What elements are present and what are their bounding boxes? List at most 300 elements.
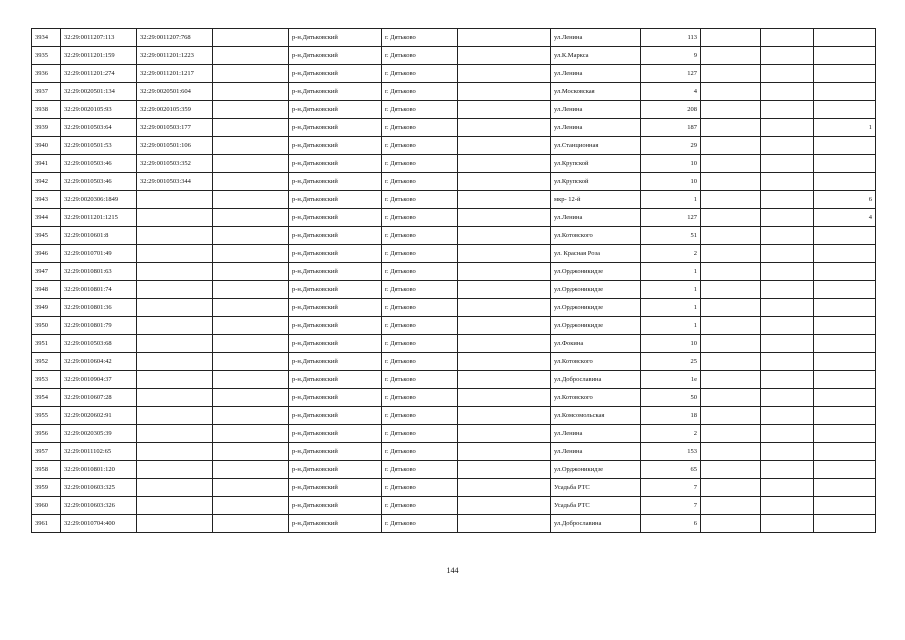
cell-blank <box>761 497 814 515</box>
cell-cadastral-number: 32:29:0020105:93 <box>61 101 137 119</box>
cell-parent-cadastral-number: 32:29:0020105:359 <box>137 101 213 119</box>
cell-city: г. Дятьково <box>382 245 458 263</box>
cell-apartment <box>814 389 876 407</box>
cell-blank <box>458 497 551 515</box>
cell-parent-cadastral-number <box>137 443 213 461</box>
cell-cadastral-number: 32:29:0010607:28 <box>61 389 137 407</box>
cell-record-number: 3937 <box>32 83 61 101</box>
cell-blank <box>213 353 289 371</box>
cell-street: ул.Фокина <box>551 335 641 353</box>
cell-blank <box>701 263 761 281</box>
cell-district: р-н.Дятьковский <box>289 227 382 245</box>
cell-parent-cadastral-number <box>137 191 213 209</box>
cell-blank <box>701 47 761 65</box>
cell-parent-cadastral-number <box>137 425 213 443</box>
cell-blank <box>213 299 289 317</box>
cell-record-number: 3955 <box>32 407 61 425</box>
table-row <box>32 245 876 263</box>
cell-blank <box>761 137 814 155</box>
cell-record-number: 3956 <box>32 425 61 443</box>
cell-city: г. Дятьково <box>382 119 458 137</box>
cell-parent-cadastral-number <box>137 353 213 371</box>
cell-blank <box>761 101 814 119</box>
cell-cadastral-number: 32:29:0010601:8 <box>61 227 137 245</box>
table-row <box>32 317 876 335</box>
cell-blank <box>701 497 761 515</box>
cell-cadastral-number: 32:29:0010503:46 <box>61 155 137 173</box>
cell-blank <box>761 371 814 389</box>
cell-parent-cadastral-number <box>137 317 213 335</box>
cell-city: г. Дятьково <box>382 443 458 461</box>
cell-cadastral-number: 32:29:0010801:74 <box>61 281 137 299</box>
cell-cadastral-number: 32:29:0011201:1215 <box>61 209 137 227</box>
table-row <box>32 479 876 497</box>
cell-blank <box>458 227 551 245</box>
cell-city: г. Дятьково <box>382 497 458 515</box>
table-row <box>32 263 876 281</box>
cell-blank <box>213 191 289 209</box>
cell-apartment <box>814 65 876 83</box>
table-row <box>32 461 876 479</box>
cell-apartment <box>814 317 876 335</box>
cell-apartment <box>814 425 876 443</box>
cell-cadastral-number: 32:29:0010603:325 <box>61 479 137 497</box>
cell-district: р-н.Дятьковский <box>289 101 382 119</box>
table-row <box>32 353 876 371</box>
cell-street: ул.Орджоникидзе <box>551 461 641 479</box>
cell-district: р-н.Дятьковский <box>289 47 382 65</box>
cell-apartment <box>814 299 876 317</box>
cell-blank <box>761 227 814 245</box>
cell-district: р-н.Дятьковский <box>289 173 382 191</box>
cell-blank <box>213 83 289 101</box>
cell-blank <box>701 461 761 479</box>
cell-street: ул.Крупской <box>551 155 641 173</box>
cell-city: г. Дятьково <box>382 299 458 317</box>
cell-blank <box>701 173 761 191</box>
cell-city: г. Дятьково <box>382 425 458 443</box>
cell-district: р-н.Дятьковский <box>289 461 382 479</box>
cell-house-number: 1 <box>641 281 701 299</box>
cell-blank <box>213 389 289 407</box>
cell-blank <box>458 425 551 443</box>
cell-parent-cadastral-number <box>137 461 213 479</box>
cell-blank <box>458 299 551 317</box>
cell-blank <box>458 83 551 101</box>
cell-blank <box>761 245 814 263</box>
cell-district: р-н.Дятьковский <box>289 191 382 209</box>
cell-street: ул.Московская <box>551 83 641 101</box>
cell-blank <box>701 407 761 425</box>
cell-district: р-н.Дятьковский <box>289 425 382 443</box>
cell-house-number: 187 <box>641 119 701 137</box>
cell-record-number: 3944 <box>32 209 61 227</box>
cell-record-number: 3938 <box>32 101 61 119</box>
cell-blank <box>761 263 814 281</box>
cell-cadastral-number: 32:29:0020602:91 <box>61 407 137 425</box>
table-row <box>32 407 876 425</box>
cell-street: ул.Ленина <box>551 119 641 137</box>
cell-district: р-н.Дятьковский <box>289 281 382 299</box>
cell-blank <box>701 209 761 227</box>
table-row <box>32 65 876 83</box>
table-row <box>32 209 876 227</box>
cell-house-number: 51 <box>641 227 701 245</box>
cell-blank <box>458 29 551 47</box>
cell-record-number: 3959 <box>32 479 61 497</box>
cell-blank <box>761 191 814 209</box>
cell-blank <box>458 209 551 227</box>
cell-parent-cadastral-number <box>137 227 213 245</box>
cell-parent-cadastral-number <box>137 479 213 497</box>
cell-house-number: 10 <box>641 155 701 173</box>
cell-district: р-н.Дятьковский <box>289 29 382 47</box>
cell-city: г. Дятьково <box>382 191 458 209</box>
cell-blank <box>458 407 551 425</box>
cell-house-number: 6 <box>641 515 701 533</box>
cell-parent-cadastral-number <box>137 299 213 317</box>
cell-blank <box>701 353 761 371</box>
cell-parent-cadastral-number: 32:29:0011201:1217 <box>137 65 213 83</box>
cell-record-number: 3935 <box>32 47 61 65</box>
cell-blank <box>213 245 289 263</box>
cell-street: Усадьба РТС <box>551 479 641 497</box>
cell-cadastral-number: 32:29:0010503:46 <box>61 173 137 191</box>
cell-parent-cadastral-number: 32:29:0011201:1223 <box>137 47 213 65</box>
cell-apartment <box>814 371 876 389</box>
cell-apartment <box>814 263 876 281</box>
cell-parent-cadastral-number <box>137 209 213 227</box>
cell-house-number: 2 <box>641 245 701 263</box>
table-row <box>32 299 876 317</box>
cell-blank <box>458 137 551 155</box>
cell-blank <box>701 83 761 101</box>
cell-blank <box>761 29 814 47</box>
cell-cadastral-number: 32:29:0011102:65 <box>61 443 137 461</box>
cell-blank <box>213 461 289 479</box>
cell-apartment <box>814 479 876 497</box>
cell-blank <box>761 47 814 65</box>
cell-blank <box>761 299 814 317</box>
cell-cadastral-number: 32:29:0010801:63 <box>61 263 137 281</box>
cell-blank <box>761 443 814 461</box>
cell-record-number: 3961 <box>32 515 61 533</box>
cell-district: р-н.Дятьковский <box>289 497 382 515</box>
cell-blank <box>761 155 814 173</box>
table-row <box>32 335 876 353</box>
cell-street: мкр- 12-й <box>551 191 641 209</box>
cell-city: г. Дятьково <box>382 371 458 389</box>
cell-street: ул.Ленина <box>551 209 641 227</box>
cell-city: г. Дятьково <box>382 101 458 119</box>
cell-blank <box>458 443 551 461</box>
cell-district: р-н.Дятьковский <box>289 83 382 101</box>
cell-parent-cadastral-number: 32:29:0020501:604 <box>137 83 213 101</box>
cell-district: р-н.Дятьковский <box>289 353 382 371</box>
cell-blank <box>701 191 761 209</box>
cell-blank <box>213 155 289 173</box>
cell-blank <box>213 119 289 137</box>
cell-cadastral-number: 32:29:0010801:36 <box>61 299 137 317</box>
cell-record-number: 3953 <box>32 371 61 389</box>
cell-blank <box>213 479 289 497</box>
cell-apartment <box>814 407 876 425</box>
cell-record-number: 3936 <box>32 65 61 83</box>
cell-house-number: 208 <box>641 101 701 119</box>
cell-blank <box>458 245 551 263</box>
cell-parent-cadastral-number <box>137 371 213 389</box>
cell-street: ул.Комсомольская <box>551 407 641 425</box>
cell-blank <box>761 461 814 479</box>
cell-apartment <box>814 155 876 173</box>
cell-street: ул.Доброславина <box>551 515 641 533</box>
table-row <box>32 515 876 533</box>
cell-blank <box>213 371 289 389</box>
cell-parent-cadastral-number <box>137 515 213 533</box>
cell-parent-cadastral-number: 32:29:0010501:106 <box>137 137 213 155</box>
cell-record-number: 3946 <box>32 245 61 263</box>
cell-city: г. Дятьково <box>382 353 458 371</box>
cell-blank <box>458 335 551 353</box>
cell-cadastral-number: 32:29:0020305:39 <box>61 425 137 443</box>
cell-record-number: 3960 <box>32 497 61 515</box>
page-number: 144 <box>446 566 459 575</box>
cell-blank <box>701 281 761 299</box>
cell-house-number: 4 <box>641 83 701 101</box>
cell-house-number: 10 <box>641 173 701 191</box>
cell-parent-cadastral-number <box>137 281 213 299</box>
cell-parent-cadastral-number <box>137 263 213 281</box>
cell-cadastral-number: 32:29:0010501:53 <box>61 137 137 155</box>
cell-house-number: 29 <box>641 137 701 155</box>
cell-city: г. Дятьково <box>382 479 458 497</box>
cell-blank <box>701 101 761 119</box>
cell-parent-cadastral-number <box>137 497 213 515</box>
cell-apartment <box>814 515 876 533</box>
cell-blank <box>458 479 551 497</box>
cell-cadastral-number: 32:29:0011201:274 <box>61 65 137 83</box>
cell-street: ул.Крупской <box>551 173 641 191</box>
cell-district: р-н.Дятьковский <box>289 479 382 497</box>
cell-blank <box>761 173 814 191</box>
cell-street: ул.Котовского <box>551 389 641 407</box>
table-row <box>32 155 876 173</box>
cell-blank <box>213 281 289 299</box>
cell-blank <box>701 119 761 137</box>
cell-blank <box>701 479 761 497</box>
cell-house-number: 1 <box>641 263 701 281</box>
cell-parent-cadastral-number <box>137 407 213 425</box>
cell-house-number: 1 <box>641 191 701 209</box>
cell-blank <box>761 317 814 335</box>
cell-blank <box>701 137 761 155</box>
cell-city: г. Дятьково <box>382 65 458 83</box>
cell-parent-cadastral-number: 32:29:0010503:344 <box>137 173 213 191</box>
cell-street: Усадьба РТС <box>551 497 641 515</box>
cell-record-number: 3934 <box>32 29 61 47</box>
table-row <box>32 281 876 299</box>
table-row <box>32 443 876 461</box>
cell-cadastral-number: 32:29:0010801:120 <box>61 461 137 479</box>
cell-district: р-н.Дятьковский <box>289 209 382 227</box>
cell-blank <box>761 281 814 299</box>
cell-district: р-н.Дятьковский <box>289 515 382 533</box>
table-row <box>32 83 876 101</box>
cell-city: г. Дятьково <box>382 335 458 353</box>
cell-blank <box>458 47 551 65</box>
cell-record-number: 3951 <box>32 335 61 353</box>
cell-street: ул.Доброславина <box>551 371 641 389</box>
cell-blank <box>213 335 289 353</box>
cell-apartment <box>814 173 876 191</box>
cell-street: ул. Красная Роза <box>551 245 641 263</box>
cell-city: г. Дятьково <box>382 281 458 299</box>
cell-house-number: 1 <box>641 299 701 317</box>
cell-district: р-н.Дятьковский <box>289 137 382 155</box>
cell-apartment <box>814 461 876 479</box>
cell-blank <box>458 191 551 209</box>
cell-city: г. Дятьково <box>382 209 458 227</box>
cell-house-number: 25 <box>641 353 701 371</box>
cell-blank <box>213 407 289 425</box>
cell-house-number: 2 <box>641 425 701 443</box>
cell-blank <box>213 515 289 533</box>
cell-city: г. Дятьково <box>382 47 458 65</box>
table-row <box>32 137 876 155</box>
cell-blank <box>458 101 551 119</box>
cell-street: ул.Котовского <box>551 227 641 245</box>
cell-street: ул.Ленина <box>551 65 641 83</box>
cell-parent-cadastral-number: 32:29:0010503:177 <box>137 119 213 137</box>
cell-street: ул.К.Маркса <box>551 47 641 65</box>
cell-record-number: 3945 <box>32 227 61 245</box>
table-row <box>32 29 876 47</box>
cell-street: ул.Ленина <box>551 29 641 47</box>
cell-blank <box>458 263 551 281</box>
cell-record-number: 3943 <box>32 191 61 209</box>
cell-house-number: 153 <box>641 443 701 461</box>
cell-record-number: 3941 <box>32 155 61 173</box>
cell-blank <box>458 371 551 389</box>
cell-house-number: 1 <box>641 317 701 335</box>
table-row <box>32 47 876 65</box>
cell-apartment <box>814 353 876 371</box>
cell-cadastral-number: 32:29:0010604:42 <box>61 353 137 371</box>
cell-blank <box>213 227 289 245</box>
cell-blank <box>213 317 289 335</box>
cell-blank <box>701 443 761 461</box>
cell-blank <box>458 389 551 407</box>
cell-district: р-н.Дятьковский <box>289 443 382 461</box>
cell-apartment <box>814 227 876 245</box>
cell-blank <box>761 119 814 137</box>
cell-blank <box>458 65 551 83</box>
cell-cadastral-number: 32:29:0010603:326 <box>61 497 137 515</box>
cell-district: р-н.Дятьковский <box>289 317 382 335</box>
table-row <box>32 389 876 407</box>
cell-blank <box>701 317 761 335</box>
cell-apartment <box>814 137 876 155</box>
table-row <box>32 191 876 209</box>
cell-apartment <box>814 47 876 65</box>
cell-blank <box>701 425 761 443</box>
cell-blank <box>458 317 551 335</box>
cell-street: ул.Орджоникидзе <box>551 299 641 317</box>
cell-cadastral-number: 32:29:0020501:134 <box>61 83 137 101</box>
cell-blank <box>213 47 289 65</box>
cell-blank <box>213 173 289 191</box>
cell-cadastral-number: 32:29:0010503:68 <box>61 335 137 353</box>
cell-cadastral-number: 32:29:0010904:37 <box>61 371 137 389</box>
cell-city: г. Дятьково <box>382 317 458 335</box>
cell-street: ул.Орджоникидзе <box>551 317 641 335</box>
cell-blank <box>761 65 814 83</box>
cell-street: ул.Ленина <box>551 101 641 119</box>
cell-record-number: 3954 <box>32 389 61 407</box>
table-row <box>32 173 876 191</box>
cell-record-number: 3940 <box>32 137 61 155</box>
cell-district: р-н.Дятьковский <box>289 371 382 389</box>
cell-district: р-н.Дятьковский <box>289 335 382 353</box>
cell-district: р-н.Дятьковский <box>289 263 382 281</box>
cell-house-number: 113 <box>641 29 701 47</box>
cell-street: ул.Ленина <box>551 443 641 461</box>
cell-city: г. Дятьково <box>382 227 458 245</box>
cell-blank <box>458 281 551 299</box>
cell-district: р-н.Дятьковский <box>289 407 382 425</box>
table-row <box>32 497 876 515</box>
cell-apartment: 6 <box>814 191 876 209</box>
cell-record-number: 3952 <box>32 353 61 371</box>
cell-apartment <box>814 443 876 461</box>
table-row <box>32 425 876 443</box>
cell-record-number: 3957 <box>32 443 61 461</box>
registry-table <box>31 28 876 533</box>
cell-street: ул.Котовского <box>551 353 641 371</box>
cell-house-number: 65 <box>641 461 701 479</box>
registry-body <box>32 29 876 533</box>
cell-district: р-н.Дятьковский <box>289 155 382 173</box>
cell-cadastral-number: 32:29:0010704:400 <box>61 515 137 533</box>
cell-apartment <box>814 101 876 119</box>
cell-blank <box>761 425 814 443</box>
cell-blank <box>701 29 761 47</box>
cell-blank <box>701 515 761 533</box>
cell-apartment <box>814 281 876 299</box>
cell-blank <box>213 209 289 227</box>
cell-record-number: 3939 <box>32 119 61 137</box>
cell-city: г. Дятьково <box>382 173 458 191</box>
table-row <box>32 227 876 245</box>
cell-city: г. Дятьково <box>382 83 458 101</box>
cell-blank <box>213 29 289 47</box>
cell-cadastral-number: 32:29:0010701:49 <box>61 245 137 263</box>
cell-city: г. Дятьково <box>382 461 458 479</box>
cell-blank <box>761 83 814 101</box>
cell-blank <box>458 173 551 191</box>
cell-house-number: 50 <box>641 389 701 407</box>
cell-blank <box>213 101 289 119</box>
cell-apartment <box>814 29 876 47</box>
cell-apartment <box>814 83 876 101</box>
cell-district: р-н.Дятьковский <box>289 245 382 263</box>
cell-record-number: 3949 <box>32 299 61 317</box>
cell-street: ул.Ленина <box>551 425 641 443</box>
cell-house-number: 127 <box>641 209 701 227</box>
cell-city: г. Дятьково <box>382 263 458 281</box>
cell-street: ул.Орджоникидзе <box>551 263 641 281</box>
cell-house-number: 7 <box>641 479 701 497</box>
